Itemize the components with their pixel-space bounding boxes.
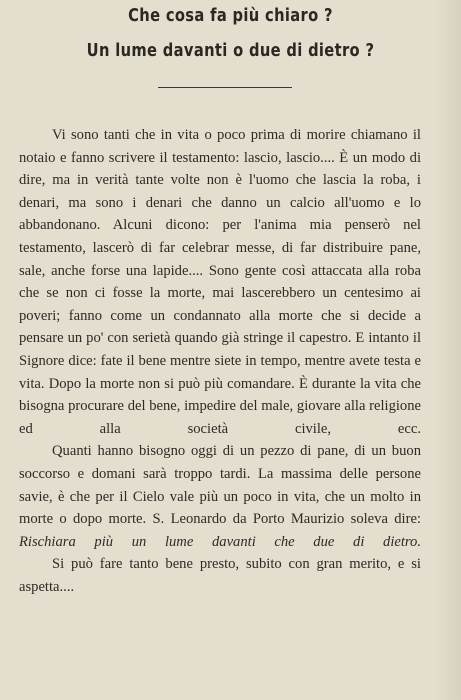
article-body xyxy=(19,124,421,598)
heading-divider xyxy=(158,87,292,88)
paragraph-2 xyxy=(19,440,421,553)
heading-line-2: Un lume davanti o due di dietro ? xyxy=(86,41,375,61)
paragraph-3-text: Si può fare tanto bene presto, subito con gran merito, e si aspetta.... xyxy=(19,556,421,595)
paragraph-2-text: Quanti hanno bisogno oggi di un pezzo di pane, di un buon soccorso e domani sarà troppo tardi. La massima delle persone savie, è che per il Cielo vale più un poco in vita, che un molto in morte o dopo morte. S. Leonardo da Porto Maurizio soleva dire: xyxy=(19,443,421,528)
paragraph-2-quote: Rischiara più un lume davanti che due di dietro. xyxy=(19,533,421,550)
paragraph-1-text: Vi sono tanti che in vita o poco prima di morire chiamano il notaio e fanno scrivere il testamento: lascio, lascio.... È un modo di dire, ma in verità tante volte non è l'uomo che lascia la roba, i denari, ma sono i denari che danno un calcio all'uomo e lo abbandonano. Alcuni dicono: per l'anima mia penserò nel testamento, lascerò di far celebrar messe, di far distribuire pane, sale, anche forse una lapide.... Sono gente così attaccata alla roba che se non ci fosse la morte, mai lascerebbero un centesimo ai poveri; fanno come un condannato alla morte che si decide a pensare un po' con serietà quando già stringe il capestro. E intanto il Signore dice: fate il bene mentre siete in tempo, mentre avete testa e vita. Dopo la morte non si può più comandare. È durante la vita che bisogna procurare del bene, impedire del male, giovare alla religione ed alla società civile, ecc. xyxy=(19,127,421,437)
paragraph-1 xyxy=(19,124,421,440)
paragraph-3 xyxy=(19,553,421,598)
heading-line-1: Che cosa fa più chiaro ? xyxy=(128,6,333,26)
page-edge-shadow xyxy=(435,0,461,700)
